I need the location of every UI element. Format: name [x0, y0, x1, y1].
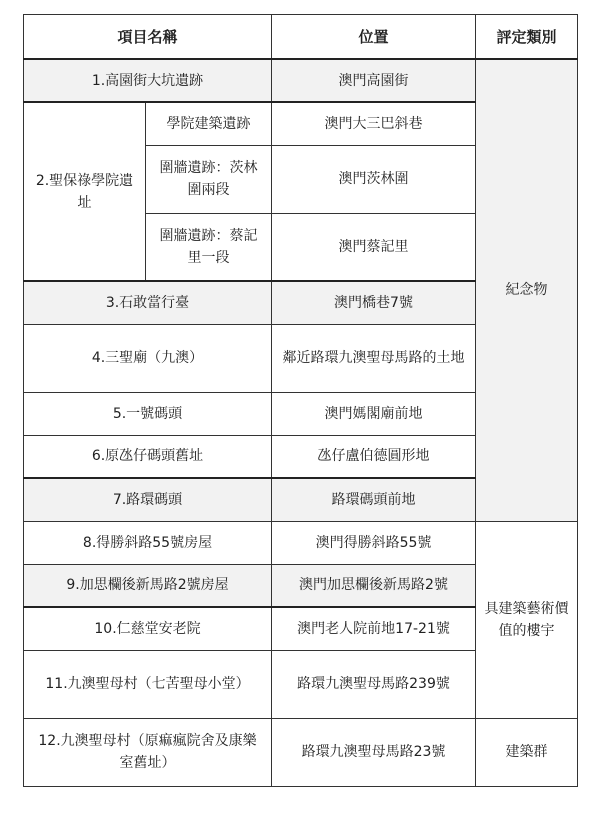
item-name: 8.得勝斜路55號房屋	[24, 521, 272, 564]
table-row	[24, 718, 578, 786]
item-name: 1.高園街大坑遺跡	[24, 59, 272, 102]
sub-item-name: 學院建築遺跡	[146, 102, 272, 145]
item-name: 11.九澳聖母村（七苦聖母小堂）	[24, 650, 272, 718]
item-location: 澳門高園街	[272, 59, 476, 102]
item-name: 5.一號碼頭	[24, 392, 272, 435]
item-location: 鄰近路環九澳聖母馬路的土地	[272, 324, 476, 392]
category-artistic: 具建築藝術價值的樓宇	[476, 521, 578, 718]
item-location: 澳門老人院前地17-21號	[272, 607, 476, 650]
category-ensemble: 建築群	[476, 718, 578, 786]
item-location: 澳門茨林圍	[272, 145, 476, 213]
item-location: 澳門大三巴斜巷	[272, 102, 476, 145]
item-name: 10.仁慈堂安老院	[24, 607, 272, 650]
table-row	[24, 521, 578, 564]
classification-table-container	[23, 14, 578, 787]
header-category: 評定類別	[476, 15, 578, 60]
item-name: 7.路環碼頭	[24, 478, 272, 521]
category-monument: 紀念物	[476, 59, 578, 521]
sub-item-name: 圍牆遺跡：茨林圍兩段	[146, 145, 272, 213]
item-location: 澳門橋巷7號	[272, 281, 476, 324]
item-location: 澳門加思欄後新馬路2號	[272, 564, 476, 607]
table-row	[24, 59, 578, 102]
item-location: 澳門蔡記里	[272, 213, 476, 281]
table-header-row	[24, 15, 578, 60]
item-name: 6.原氹仔碼頭舊址	[24, 435, 272, 478]
item-location: 路環九澳聖母馬路23號	[272, 718, 476, 786]
item-location: 路環碼頭前地	[272, 478, 476, 521]
item-name: 4.三聖廟（九澳）	[24, 324, 272, 392]
classification-table	[23, 14, 578, 787]
item-location: 澳門媽閣廟前地	[272, 392, 476, 435]
sub-item-name: 圍牆遺跡：蔡記里一段	[146, 213, 272, 281]
item-name: 3.石敢當行臺	[24, 281, 272, 324]
item-location: 氹仔盧伯德圓形地	[272, 435, 476, 478]
header-location: 位置	[272, 15, 476, 60]
item-name: 2.聖保祿學院遺址	[24, 102, 146, 281]
item-name: 9.加思欄後新馬路2號房屋	[24, 564, 272, 607]
header-item-name: 項目名稱	[24, 15, 272, 60]
item-location: 路環九澳聖母馬路239號	[272, 650, 476, 718]
item-name: 12.九澳聖母村（原痲瘋院舍及康樂室舊址）	[24, 718, 272, 786]
item-location: 澳門得勝斜路55號	[272, 521, 476, 564]
